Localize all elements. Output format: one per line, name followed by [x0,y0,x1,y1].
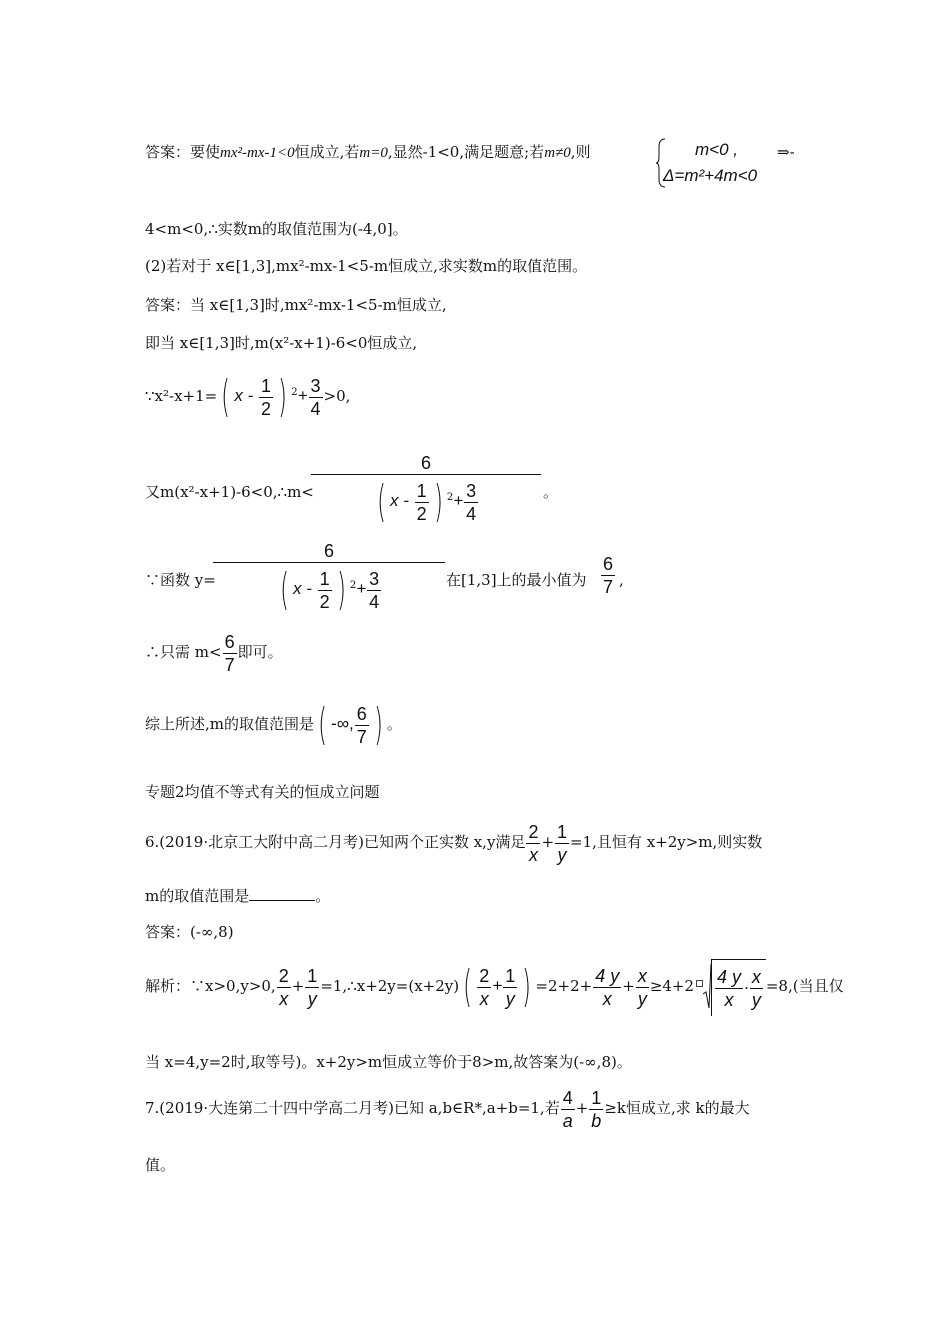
den: 2 [261,398,272,419]
num: 4 y [595,965,620,986]
text: 。 [386,715,402,733]
math: + [453,491,464,510]
answer-2-line-6 [145,628,283,676]
num: 1 [261,375,272,396]
sqrt-body [711,959,766,1016]
system-eq-2: Δ=m²+4m<0 [663,166,758,185]
paren-open: ( [221,371,231,422]
num: 6 [311,452,541,475]
num: 6 [356,703,367,724]
fraction-1-over-b [589,1087,603,1132]
fraction-1-over-y [305,965,319,1010]
text: 7.(2019·大连第二十四中学高二月考)已知 a,b∈R*,a+b=1,若 [145,1099,560,1117]
math: x - [234,386,259,405]
den: x [479,988,489,1009]
answer-1-line [145,142,591,163]
den: 7 [224,654,235,675]
num: 3 [369,568,380,589]
text: =1,且恒有 x+2y>m,则实数 [570,833,763,851]
paren-close: ) [278,371,287,422]
question-2: (2)若对于 x∈[1,3],mx²-mx-1<5-m恒成立,求实数m的取值范围。 [145,257,588,275]
question-6-cont [145,886,330,906]
system-eq-1: m<0 , [695,140,738,159]
text: , [619,571,624,589]
math: · [744,978,749,997]
num: 1 [557,821,568,842]
text: 。 [315,887,331,905]
fraction-three-quarter [309,375,323,420]
placeholder-box-icon [696,980,703,987]
den: y [557,844,567,865]
den: y [637,988,647,1009]
text: m≠0 [544,145,571,161]
square: 2 [349,580,357,591]
text: m=0 [359,145,388,161]
num: x [751,967,761,988]
paren-close: ) [433,476,443,527]
den: y [751,990,761,1011]
num: 6 [213,540,445,563]
math: + [492,976,503,995]
num: 1 [505,965,516,986]
text: 综上所述,m的取值范围是 [145,715,314,733]
text: 恒成立,若 [294,143,360,161]
fraction-4y-over-x [715,966,743,1011]
math: + [291,977,305,995]
fraction-2-over-x [477,965,491,1010]
fraction-three-quarter [464,480,478,525]
den: b [591,1110,602,1131]
text: m的取值范围是 [145,887,250,905]
num: 2 [528,821,539,842]
text: ≥4+2 [649,977,695,995]
question-7 [145,1084,750,1132]
num: 6 [224,631,235,652]
text: ∵x²-x+1= [145,387,218,405]
den: x [528,844,538,865]
text: 在[1,3]上的最小值为 [446,571,587,589]
text: ,则 [570,143,591,161]
den: 2 [319,591,330,612]
paren-open: ( [463,961,472,1012]
fraction-1-over-y [555,821,569,866]
den: y [505,988,515,1009]
text: 又m(x²-x+1)-6<0,∴m< [145,483,314,501]
fraction-4-over-a [561,1087,575,1132]
den [213,563,445,615]
paren-open: ( [318,699,327,750]
big-fraction [311,452,541,527]
answer-blank [249,886,315,901]
fraction-half [415,480,429,525]
den: 4 [310,398,321,419]
answer-6: 答案：(-∞,8) [145,923,234,941]
text: 即可。 [237,643,283,661]
text: 答案：要使 [145,143,221,161]
solution-6-cont: 当 x=4,y=2时,取等号)。x+2y>m恒成立等价于8>m,故答案为(-∞,8)。 [145,1053,632,1071]
text: ≥k恒成立,求 k的最大 [604,1099,750,1117]
answer-2-line-1: 答案：当 x∈[1,3]时,mx²-mx-1<5-m恒成立, [145,296,447,314]
fraction-six-seventh [223,631,237,676]
num: 4 [562,1087,573,1108]
solution-6 [145,958,844,1016]
text: =2+2+ [535,977,593,995]
answer-2-line-3 [145,368,350,424]
den: 7 [603,577,614,597]
den [311,475,541,527]
paren-close: ) [522,961,532,1012]
square: 2 [446,492,454,503]
text: =8,(当且仅 [765,977,844,995]
square: 2 [291,387,298,398]
fraction-2-over-x [526,821,540,866]
radical-sign-icon [703,964,711,1010]
math: + [356,579,367,598]
fraction-half [318,568,332,613]
math: + [541,833,555,851]
num: 4 y [717,967,742,988]
text: ∵函数 y= [145,571,216,589]
paren-open: ( [377,476,386,527]
fraction-six-seventh [601,553,615,598]
math: + [622,977,635,995]
text: ,显然-1<0,满足题意;若 [387,143,545,161]
paren-open: ( [280,564,289,615]
text: ∴只需 m< [145,643,222,661]
den: x [724,990,734,1011]
big-fraction [213,540,445,615]
fraction-x-over-y [636,965,649,1010]
fraction-4y-over-x [593,965,621,1010]
den: 4 [466,503,477,524]
topic-heading: 专题2均值不等式有关的恒成立问题 [145,783,380,801]
den: x [602,988,612,1009]
num: 1 [416,480,427,501]
answer-1-cont: 4<m<0,∴实数m的取值范围为(-4,0]。 [145,220,408,238]
implies-arrow: ⇒- [777,143,795,161]
fraction-six-seventh [355,703,369,748]
den: 2 [416,503,427,524]
den: 4 [369,591,380,612]
num: 3 [466,480,477,501]
math: + [575,1099,589,1117]
paren-close: ) [373,699,383,750]
math: -∞, [331,714,354,733]
question-7-cont: 值。 [145,1156,176,1174]
fraction-three-quarter [367,568,381,613]
num: 2 [479,965,490,986]
num: 2 [278,965,289,986]
num: 3 [310,375,321,396]
num: 1 [307,965,318,986]
num: x [637,965,647,986]
paren-close: ) [336,564,346,615]
fraction-1-over-y [503,965,517,1010]
question-6 [145,818,762,866]
num: 6 [603,554,614,574]
num: 1 [591,1087,602,1108]
text: 6.(2019·北京工大附中高二月考)已知两个正实数 x,y满足 [145,833,526,851]
answer-2-line-2: 即当 x∈[1,3]时,m(x²-x+1)-6<0恒成立, [145,334,418,352]
den: a [562,1110,573,1131]
answer-2-line-7 [145,696,402,752]
math: x - [390,491,414,510]
fraction-half [259,375,273,420]
den: y [307,988,317,1009]
den: 7 [356,726,367,747]
fraction-x-over-y [750,966,763,1011]
fraction-2-over-x [277,965,291,1010]
math: x - [293,579,317,598]
text: >0, [323,387,351,405]
den: x [279,988,289,1009]
math: + [297,386,308,405]
sqrt [703,958,766,1016]
text: 。 [543,483,559,501]
text: mx²-mx-1<0 [220,145,295,161]
text: =1,∴x+2y=(x+2y) [320,977,460,995]
text: 解析：∵x>0,y>0, [145,977,276,995]
num: 1 [319,568,330,589]
